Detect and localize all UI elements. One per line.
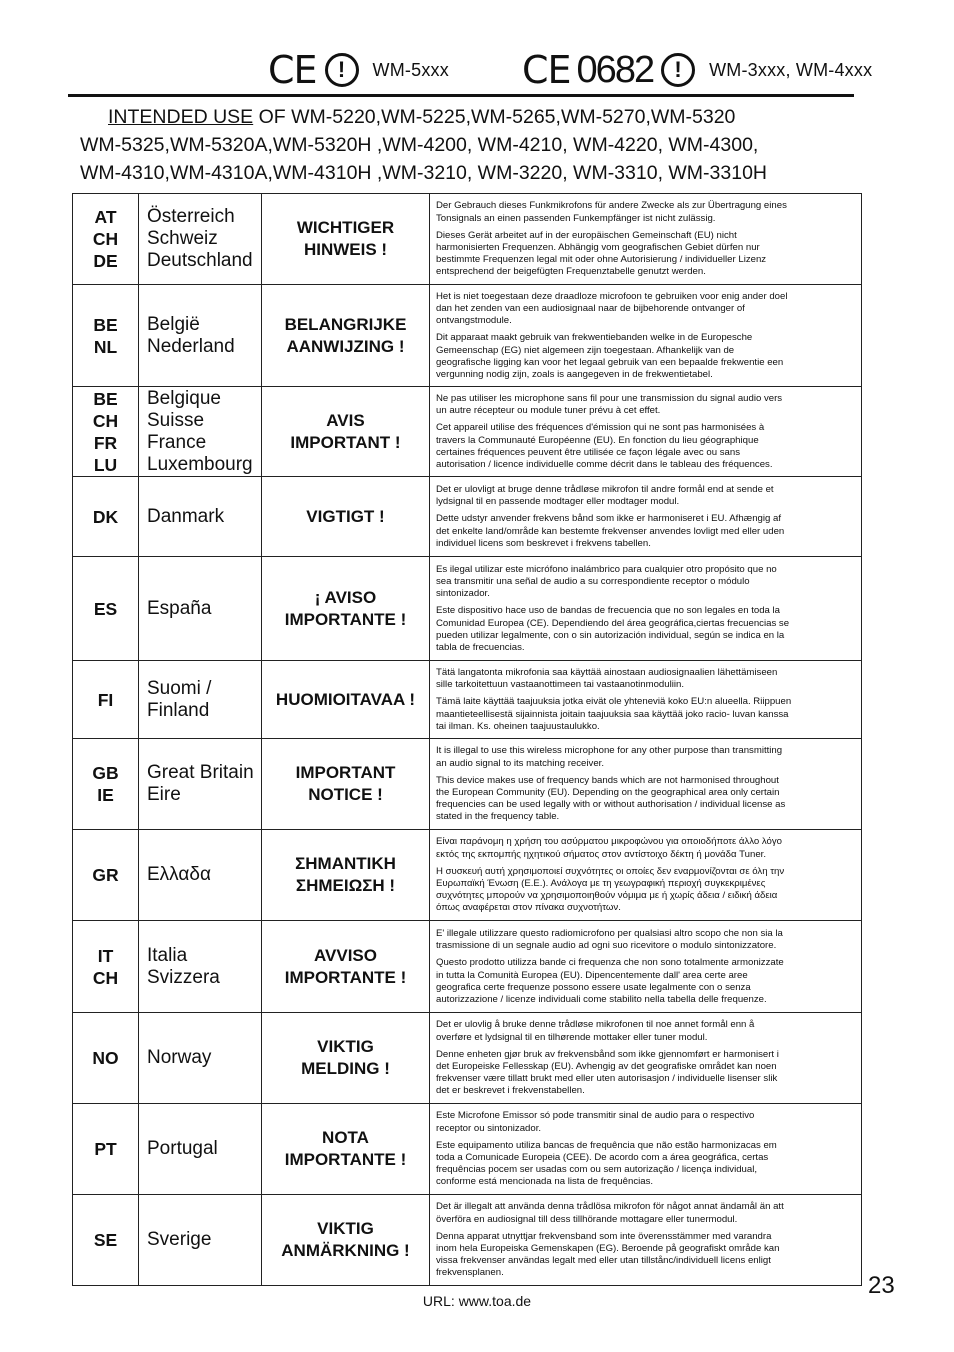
notice-line: överföra en audiosignal till dess tillhörande mottagare eller tunermodul. bbox=[436, 1213, 738, 1225]
notice-paragraph bbox=[436, 484, 856, 508]
notice-line: Tämä laite käyttää taajuuksia jotka eivät ole yhteneviä koko EU:n alueella. Riippuen bbox=[436, 696, 792, 708]
country-codes bbox=[73, 557, 139, 661]
notice-heading bbox=[262, 921, 430, 1013]
notice-line: tai ilman. Ks. oheinen taajuustaulukko. bbox=[436, 720, 600, 732]
notice-heading bbox=[262, 285, 430, 387]
notice-line: frequencies can be used legally with or without authorisation / individual license as bbox=[436, 799, 786, 811]
notice-line: Gemeenschap (EG) niet algemeen zijn toegestaan. Afhankelijk van de bbox=[436, 344, 735, 356]
table-row bbox=[73, 194, 862, 285]
country-name: España bbox=[147, 597, 212, 619]
notice-text bbox=[430, 661, 862, 739]
country-code: GB bbox=[92, 763, 119, 783]
notice-line: Questo prodotto utilizza bande ci frequenza che non sono totalmente armonizzate bbox=[436, 957, 784, 969]
notice-heading-line: VIGTIGT ! bbox=[306, 506, 385, 526]
table-row bbox=[73, 557, 862, 661]
notice-line: Cet appareil utilise des fréquences d'émission qui ne sont pas harmonisées à bbox=[436, 422, 765, 434]
notice-line: autorizzazione / licenze individuali come stabilito nella tabella delle frequenze. bbox=[436, 993, 767, 1005]
header-rule bbox=[68, 94, 854, 97]
notice-line: toda a Comunicade Europeia (CEE). De acordo com a área geográfica, certas bbox=[436, 1152, 769, 1163]
country-code: DK bbox=[92, 506, 119, 527]
country-codes bbox=[73, 1013, 139, 1104]
country-code: CH bbox=[92, 410, 119, 431]
notice-paragraph bbox=[436, 1140, 856, 1189]
table-row bbox=[73, 387, 862, 477]
notice-heading bbox=[262, 387, 430, 477]
alert-class-icon: ! bbox=[325, 53, 359, 87]
model-list-line-1: WM-5220,WM-5225,WM-5265,WM-5270,WM-5320 bbox=[291, 106, 736, 128]
notice-line: Este dispositivo hace uso de bandas de frecuencia que no son legales en toda la bbox=[436, 605, 781, 617]
notice-line: an audio signal to its matching receiver. bbox=[436, 757, 604, 769]
notice-line: Comunidad Europea (CE). Dependiendo del área geográfica,ciertas frecuencias se bbox=[436, 617, 790, 629]
country-code: SE bbox=[93, 1230, 118, 1250]
country-codes bbox=[73, 921, 139, 1013]
notice-line: conforme está mencionada na lista de frequências. bbox=[436, 1176, 654, 1188]
notice-heading bbox=[262, 1013, 430, 1104]
notice-text bbox=[430, 194, 862, 285]
alert-class-icon: ! bbox=[661, 53, 695, 87]
notice-heading-line: HINWEIS ! bbox=[303, 240, 388, 259]
notice-paragraph bbox=[436, 1019, 856, 1043]
notice-line: Es ilegal utilizar este micrófono inalámbrico para cualquier otro propósito que no bbox=[436, 563, 777, 575]
notice-line: ontvangstmodule. bbox=[436, 315, 512, 327]
country-names bbox=[139, 1195, 262, 1286]
notice-heading-line: IMPORTANTE ! bbox=[284, 1150, 407, 1169]
notice-text bbox=[430, 1104, 862, 1195]
country-names bbox=[139, 1104, 262, 1195]
notice-heading-line: AVVISO bbox=[314, 945, 377, 965]
country-code: IE bbox=[97, 785, 114, 805]
notice-line: Der Gebrauch dieses Funkmikrofons für andere Zwecke als zur Übertragung eines bbox=[436, 200, 787, 212]
notice-line: geografische ligging kan voor het legaal gebruik van een bepaalde frekwentie een bbox=[436, 356, 784, 368]
notice-line: Ευρωπαϊκή Ένωση (Ε.Ε.). Ανάλογα με τη γεωγραφική περιοχή συγκεκριμένες bbox=[436, 878, 766, 889]
notice-line: lydsignal til en passende modtager eller modtager modul. bbox=[436, 496, 680, 508]
notice-text bbox=[430, 921, 862, 1013]
notice-heading bbox=[262, 661, 430, 739]
notice-line: Tätä langatonta mikrofonia saa käyttää ainostaan audiosignaalien lähettämiseen bbox=[436, 666, 778, 678]
country-names bbox=[139, 285, 262, 387]
country-name: Svizzera bbox=[147, 966, 220, 988]
notice-line: Este Microfone Emissor só pode transmitir sinal de audio para o respectivo bbox=[436, 1110, 755, 1122]
country-names bbox=[139, 194, 262, 285]
country-notice-table bbox=[72, 193, 862, 1286]
notice-paragraph bbox=[436, 513, 856, 550]
country-codes bbox=[73, 285, 139, 387]
notice-line: Este equipamento utiliza bancas de frequência que não estão harmonizacas em bbox=[436, 1139, 777, 1151]
notice-heading-line: AANWIJZING ! bbox=[286, 336, 405, 356]
notice-line: det enkelte land/område kan bestemte frekvenser anvendes lovligt med eller uden bbox=[436, 525, 785, 537]
table-row bbox=[73, 477, 862, 557]
notice-paragraph bbox=[436, 1201, 856, 1225]
country-name: Portugal bbox=[147, 1138, 218, 1159]
notice-line: Η συσκευή αυτή χρησιμοποιεί συχνότητες οι οποίες δεν εναρμονίζονται σε όλη την bbox=[436, 865, 785, 877]
notice-line: certaines fréquences peuvent être utilisée ce façon légale avec ou sans bbox=[436, 446, 740, 458]
country-codes bbox=[73, 477, 139, 557]
country-name: Suomi / bbox=[147, 677, 212, 699]
notice-line: tabla de frecuencias. bbox=[436, 642, 525, 653]
notice-line: Dieses Gerät arbeitet auf in der europäischen Gemeinschaft (EU) nicht bbox=[436, 229, 737, 241]
notice-paragraph bbox=[436, 1231, 856, 1280]
notice-paragraph bbox=[436, 667, 856, 691]
country-code: FI bbox=[97, 689, 114, 710]
header-left-marking bbox=[268, 48, 449, 92]
table-row bbox=[73, 1104, 862, 1195]
country-codes bbox=[73, 830, 139, 921]
notice-heading-line: VIKTIG bbox=[317, 1219, 374, 1238]
notice-line: maantieteellisestä sijainnista joitain taajuuksia saa käyttää joko racio- luvan kanssa bbox=[436, 708, 789, 720]
notice-heading-line: ΣΗΜΑΝΤΙΚΗ bbox=[295, 854, 396, 873]
country-code: IT bbox=[97, 945, 114, 966]
notice-line: frekvenser være tillatt brukt med eller uten autorisasjon / individuelle lisenser slik bbox=[436, 1073, 778, 1085]
notice-line: Det er ulovligt at bruge denne trådløse mikrofon til andre formål end at sende et bbox=[436, 483, 774, 495]
notice-paragraph bbox=[436, 564, 856, 601]
country-name: Eire bbox=[147, 784, 181, 805]
notice-paragraph bbox=[436, 393, 856, 417]
notice-paragraph bbox=[436, 291, 856, 328]
notice-line: det er beskrevet i frekvenstabellen. bbox=[436, 1085, 585, 1097]
notice-line: stated in the frequency table. bbox=[436, 811, 560, 823]
country-name: Danmark bbox=[147, 505, 225, 527]
notice-line: dan het zenden van een audiosignaal naar de bijbehorende ontvanger of bbox=[436, 302, 745, 314]
notice-text bbox=[430, 830, 862, 921]
country-name: Norway bbox=[147, 1047, 212, 1068]
ce-mark: CE bbox=[268, 48, 317, 92]
country-code: DE bbox=[93, 251, 118, 271]
notice-line: inom hela Europeiska Gemenskapen (EG). Beroende på geografiskt område kan bbox=[436, 1243, 780, 1254]
notice-paragraph bbox=[436, 422, 856, 471]
country-name: Great Britain bbox=[147, 762, 254, 783]
intended-use-heading bbox=[80, 103, 870, 187]
notice-heading-line: BELANGRIJKE bbox=[284, 314, 407, 334]
notice-heading-line: IMPORTANTE ! bbox=[284, 609, 407, 629]
notice-paragraph bbox=[436, 1110, 856, 1134]
notice-line: overføre et lydsignal til en tilhørende mottaker eller tuner modul. bbox=[436, 1031, 708, 1043]
table-row bbox=[73, 1195, 862, 1286]
notice-paragraph bbox=[436, 200, 856, 224]
intended-use-label: INTENDED USE bbox=[108, 106, 254, 128]
notice-paragraph bbox=[436, 866, 856, 915]
notice-line: vissa frekvenser användas legalt med eller utan tillstånc/individuell licens enligt bbox=[436, 1255, 771, 1267]
notice-line: harmonisierten Frequenzen. Abhängig vom geografischen Gebiet dürfen nur bbox=[436, 242, 760, 253]
notice-heading-line: HUOMIOITAVAA ! bbox=[275, 689, 416, 709]
notice-line: Het is niet toegestaan deze draadloze microfoon te gebruiken voor enig ander doel bbox=[436, 290, 788, 302]
country-name: France bbox=[147, 431, 207, 453]
notice-heading bbox=[262, 830, 430, 921]
notice-line: sea transmitir una señal de audio a su correspondiente receptor o módulo bbox=[436, 575, 750, 587]
notice-text bbox=[430, 739, 862, 830]
notice-line: This device makes use of frequency bands which are not harmonised throughout bbox=[436, 774, 779, 786]
notice-line: receptor ou sintonizador. bbox=[436, 1122, 542, 1134]
notice-line: pueden utilizar legalmente, con o sin autorización individual, según se indica en la bbox=[436, 629, 785, 641]
country-codes bbox=[73, 1195, 139, 1286]
country-code: CH bbox=[92, 967, 119, 988]
notice-heading-line: WICHTIGER bbox=[296, 218, 395, 237]
notice-paragraph bbox=[436, 230, 856, 279]
notice-line: sintonizador. bbox=[436, 588, 490, 600]
notice-line: autorisation / licence individuelle comme décrit dans le tableau des fréquences. bbox=[436, 458, 773, 470]
country-name: Nederland bbox=[147, 335, 235, 357]
notice-line: Denna apparat utnyttjar frekvensband som inte överensstämmer med varandra bbox=[436, 1230, 772, 1242]
country-name: Österreich bbox=[147, 206, 235, 227]
notice-paragraph bbox=[436, 696, 856, 733]
table-row bbox=[73, 830, 862, 921]
country-code: GR bbox=[92, 865, 119, 885]
country-name: Schweiz bbox=[147, 228, 218, 249]
notice-line: frequências pocem ser usadas com ou sem autorização / licença individual, bbox=[436, 1164, 758, 1176]
country-codes bbox=[73, 194, 139, 285]
notice-paragraph bbox=[436, 605, 856, 654]
table-row bbox=[73, 739, 862, 830]
country-names bbox=[139, 661, 262, 739]
notice-line: the European Community (EU). Depending on the geographical area only certain bbox=[436, 787, 780, 798]
country-names bbox=[139, 387, 262, 477]
country-code: NO bbox=[92, 1048, 119, 1068]
notice-text bbox=[430, 285, 862, 387]
notice-line: συχνότητες μπορούν να χρησιμοποιηθούν νόμιμα με ή χωρίς άδεια / ειδική άδεια bbox=[436, 890, 778, 902]
country-codes bbox=[73, 1104, 139, 1195]
notice-heading-line: NOTICE ! bbox=[308, 785, 383, 804]
notified-body-number: 0682 bbox=[576, 49, 654, 91]
notice-paragraph bbox=[436, 1049, 856, 1098]
country-codes bbox=[73, 387, 139, 477]
notice-line: travers la Communauté Européenne (EU). En fonction du lieu géographique bbox=[436, 434, 759, 446]
header-right-models: WM-3xxx, WM-4xxx bbox=[709, 59, 873, 80]
notice-line: det Europeiske Fellesskap (EU). Avhengig av det geografiske området kan noen bbox=[436, 1061, 777, 1072]
notice-heading-line: ANMÄRKNING ! bbox=[281, 1241, 410, 1260]
notice-line: bestimmte Frequenzen legal mit oder ohne Autorisierung / individueller Lizenz bbox=[436, 254, 767, 266]
notice-paragraph bbox=[436, 836, 856, 860]
footer-url: URL: www.toa.de bbox=[422, 1293, 532, 1309]
notice-line: εκτός της εκπομπής ηχητικού σήματος στον αντίστοιχο δέκτη ή μονάδα Tuner. bbox=[436, 848, 766, 860]
header-right-marking bbox=[522, 48, 872, 92]
notice-paragraph bbox=[436, 928, 856, 952]
country-names bbox=[139, 557, 262, 661]
notice-line: geografica certe frequenze possono essere usate legalmente con o senza bbox=[436, 981, 751, 993]
country-name: Luxembourg bbox=[147, 453, 253, 475]
page-number: 23 bbox=[868, 1272, 895, 1299]
country-codes bbox=[73, 661, 139, 739]
notice-line: Είναι παράνομη η χρήση του ασύρματου μικροφώνου για οποιοδήποτε άλλο λόγο bbox=[436, 836, 783, 848]
notice-heading bbox=[262, 1104, 430, 1195]
notice-line: un autre récepteur ou module tuner prévu à cet effet. bbox=[436, 405, 661, 417]
notice-heading-line: VIKTIG bbox=[317, 1037, 374, 1056]
table-row bbox=[73, 285, 862, 387]
notice-line: Det är illegalt att använda denna trådlösa mikrofon för något annat ändamål än att bbox=[436, 1201, 784, 1213]
country-code: PT bbox=[94, 1139, 117, 1159]
country-name: Deutschland bbox=[147, 250, 253, 271]
country-code: NL bbox=[93, 336, 118, 357]
notice-text bbox=[430, 387, 862, 477]
country-names bbox=[139, 477, 262, 557]
country-code: FR bbox=[93, 432, 118, 453]
country-name: Sverige bbox=[147, 1229, 212, 1250]
notice-line: vergunning nodig zijn, zoals is aangegeven in de frekwentietabel. bbox=[436, 369, 713, 380]
notice-heading-line: IMPORTANTE ! bbox=[284, 967, 407, 987]
table-row bbox=[73, 661, 862, 739]
notice-text bbox=[430, 557, 862, 661]
notice-text bbox=[430, 1195, 862, 1286]
country-code: CH bbox=[92, 229, 119, 249]
notice-heading bbox=[262, 1195, 430, 1286]
notice-line: Tonsignals an einen passenden Funkempfänger ist nicht zulässig. bbox=[436, 212, 716, 224]
notice-line: trasmissione di un segnale audio ad ogni suo ricevitore o modulo sintonizzatore. bbox=[436, 940, 777, 952]
notice-line: individuel licens som beskrevet i frekvens tabellen. bbox=[436, 537, 651, 549]
intended-use-of: OF bbox=[258, 106, 286, 128]
notice-paragraph bbox=[436, 775, 856, 824]
notice-heading bbox=[262, 557, 430, 661]
country-name: Belgique bbox=[147, 387, 221, 409]
notice-line: Det er ulovlig å bruke denne trådløse mikrofonen til noe annet formål enn å bbox=[436, 1019, 755, 1031]
notice-heading-line: MELDING ! bbox=[301, 1059, 390, 1078]
notice-line: frekvensplanen. bbox=[436, 1267, 504, 1279]
notice-line: in tutta la Comunità Europea (EU). Dipencentemente dall' area certe aree bbox=[436, 969, 748, 981]
country-name: België bbox=[147, 313, 200, 335]
country-code: BE bbox=[93, 388, 118, 409]
notice-paragraph bbox=[436, 745, 856, 769]
notice-heading-line: NOTA bbox=[322, 1128, 369, 1147]
country-names bbox=[139, 739, 262, 830]
country-names bbox=[139, 830, 262, 921]
header-left-models: WM-5xxx bbox=[372, 59, 449, 80]
ce-mark: CE bbox=[522, 48, 571, 92]
country-name: Suisse bbox=[147, 409, 205, 431]
notice-line: E' illegale utilizzare questo radiomicrofono per qualsiasi altro scopo che non sia la bbox=[436, 927, 783, 939]
table-row bbox=[73, 921, 862, 1013]
model-list-line-3: WM-4310,WM-4310A,WM-4310H ,WM-3210, WM-3220, WM-3310, WM-3310H bbox=[80, 162, 768, 184]
notice-paragraph bbox=[436, 332, 856, 381]
notice-heading-line: IMPORTANT bbox=[295, 763, 396, 782]
notice-paragraph bbox=[436, 957, 856, 1006]
notice-heading-line: ΣΗΜΕΙΩΣΗ ! bbox=[295, 876, 396, 895]
country-code: ES bbox=[93, 598, 118, 619]
country-code: LU bbox=[93, 454, 118, 475]
notice-line: sille tarkoitettuun vastaanottimeen tai vastaanotinmoduliin. bbox=[436, 679, 684, 691]
country-codes bbox=[73, 739, 139, 830]
notice-line: όπως αναφέρεται στον πίνακα συχνοτήτων. bbox=[436, 902, 621, 914]
notice-line: Ne pas utiliser les microphone sans fil pour une transmission du signal audio vers bbox=[436, 392, 783, 404]
country-names bbox=[139, 921, 262, 1013]
model-list-line-2: WM-5325,WM-5320A,WM-5320H ,WM-4200, WM-4210, WM-4220, WM-4300, bbox=[80, 134, 759, 156]
notice-line: Dette udstyr anvender frekvens bånd som ikke er harmoniseret i EU. Afhængig af bbox=[436, 513, 782, 525]
notice-heading bbox=[262, 477, 430, 557]
notice-heading bbox=[262, 194, 430, 285]
notice-text bbox=[430, 1013, 862, 1104]
notice-heading-line: IMPORTANT ! bbox=[290, 432, 401, 452]
notice-heading-line: ¡ AVISO bbox=[314, 587, 377, 607]
country-name: Italia bbox=[147, 944, 188, 966]
notice-line: It is illegal to use this wireless microphone for any other purpose than transmitting bbox=[436, 745, 783, 757]
country-names bbox=[139, 1013, 262, 1104]
country-name: Ελλαδα bbox=[147, 864, 211, 885]
notice-heading bbox=[262, 739, 430, 830]
notice-line: Dit apparaat maakt gebruik van frekwentiebanden welke in de Europesche bbox=[436, 332, 753, 344]
notice-line: Denne enheten gjør bruk av frekvensbånd som ikke gjennomført er harmonisert i bbox=[436, 1048, 779, 1060]
notice-line: entsprechend der beigefügten Frequenztabelle genutzt werden. bbox=[436, 266, 706, 278]
notice-heading-line: AVIS bbox=[326, 410, 365, 430]
country-code: AT bbox=[94, 207, 117, 227]
notice-text bbox=[430, 477, 862, 557]
table-row bbox=[73, 1013, 862, 1104]
country-name: Finland bbox=[147, 699, 210, 721]
country-code: BE bbox=[93, 314, 118, 335]
